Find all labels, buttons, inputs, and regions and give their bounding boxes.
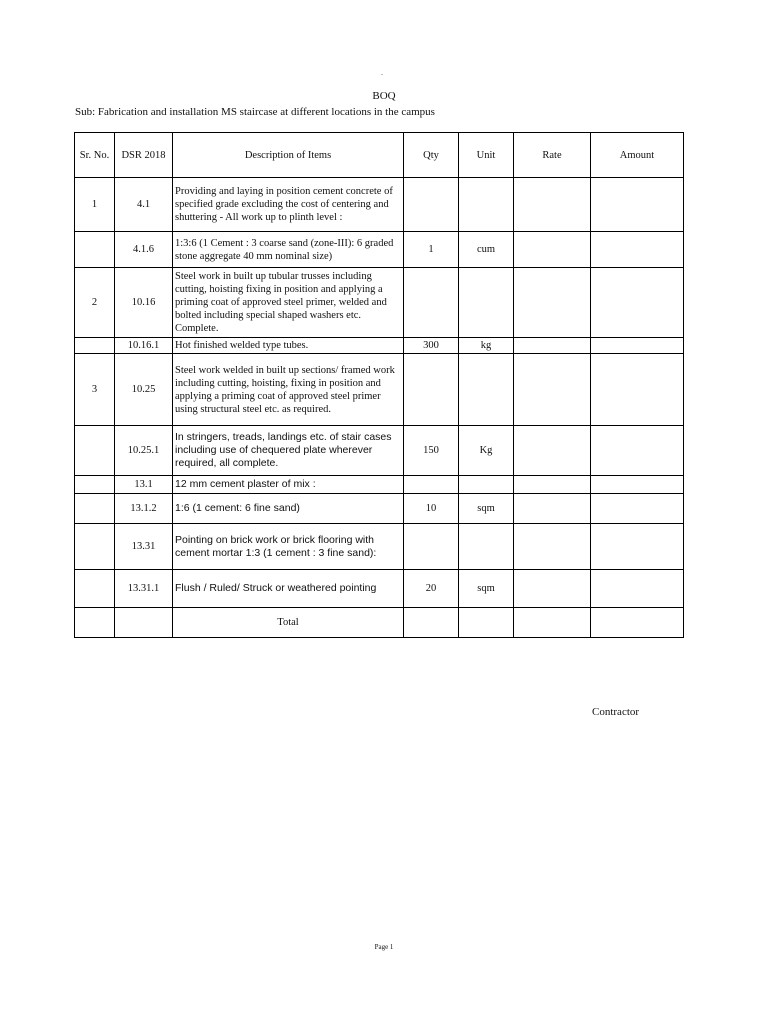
amount-cell (591, 476, 684, 494)
column-header-dsr: DSR 2018 (115, 133, 173, 178)
unit-cell (459, 178, 514, 232)
table-header-row (75, 133, 684, 178)
dsr-cell: 10.16.1 (115, 338, 173, 354)
dsr-cell: 13.1 (115, 476, 173, 494)
total-unit-cell (459, 608, 514, 638)
qty-cell: 1 (404, 232, 459, 268)
rate-cell (514, 178, 591, 232)
description-cell: 12 mm cement plaster of mix : (173, 476, 404, 494)
table-row (75, 426, 684, 476)
rate-cell (514, 232, 591, 268)
qty-cell (404, 268, 459, 338)
unit-cell (459, 476, 514, 494)
total-rate-cell (514, 608, 591, 638)
total-label: Total (173, 608, 404, 638)
unit-cell (459, 268, 514, 338)
total-row (75, 608, 684, 638)
rate-cell (514, 524, 591, 570)
description-cell: Flush / Ruled/ Struck or weathered pointing (173, 570, 404, 608)
dsr-cell: 4.1 (115, 178, 173, 232)
qty-cell (404, 476, 459, 494)
amount-cell (591, 178, 684, 232)
dsr-cell: 10.25.1 (115, 426, 173, 476)
amount-cell (591, 354, 684, 426)
sr-no-cell (75, 494, 115, 524)
description-cell: Pointing on brick work or brick flooring with cement mortar 1:3 (1 cement : 3 fine sand): (173, 524, 404, 570)
total-qty-cell (404, 608, 459, 638)
table-row (75, 268, 684, 338)
dsr-cell: 13.31.1 (115, 570, 173, 608)
table-row (75, 494, 684, 524)
amount-cell (591, 268, 684, 338)
unit-cell (459, 354, 514, 426)
description-cell: 1:3:6 (1 Cement : 3 coarse sand (zone-III): 6 graded stone aggregate 40 mm nominal size) (173, 232, 404, 268)
description-cell: Steel work welded in built up sections/ framed work including cutting, hoisting, fixing in position and applying a priming coat of approved steel primer using structural steel etc. as required. (173, 354, 404, 426)
sr-no-cell: 2 (75, 268, 115, 338)
unit-cell: sqm (459, 494, 514, 524)
unit-cell: sqm (459, 570, 514, 608)
amount-cell (591, 570, 684, 608)
dsr-cell: 4.1.6 (115, 232, 173, 268)
unit-cell: cum (459, 232, 514, 268)
description-cell: 1:6 (1 cement: 6 fine sand) (173, 494, 404, 524)
qty-cell (404, 178, 459, 232)
table-row (75, 524, 684, 570)
table-row (75, 178, 684, 232)
description-cell: In stringers, treads, landings etc. of stair cases including use of chequered plate wherever required, all complete. (173, 426, 404, 476)
description-cell: Steel work in built up tubular trusses including cutting, hoisting fixing in position and applying a priming coat of approved steel primer, welded and bolted including special shaped washers etc. Complete. (173, 268, 404, 338)
rate-cell (514, 494, 591, 524)
column-header-qty: Qty (404, 133, 459, 178)
sr-no-cell: 1 (75, 178, 115, 232)
amount-cell (591, 232, 684, 268)
sr-no-cell (75, 338, 115, 354)
qty-cell (404, 354, 459, 426)
dsr-cell: 13.1.2 (115, 494, 173, 524)
sr-no-cell (75, 570, 115, 608)
sr-no-cell: 3 (75, 354, 115, 426)
sr-no-cell (75, 476, 115, 494)
table-row (75, 570, 684, 608)
rate-cell (514, 268, 591, 338)
rate-cell (514, 476, 591, 494)
qty-cell (404, 524, 459, 570)
total-amount-cell (591, 608, 684, 638)
sr-no-cell (75, 232, 115, 268)
page-number: Page 1 (374, 943, 394, 951)
unit-cell: kg (459, 338, 514, 354)
qty-cell: 300 (404, 338, 459, 354)
amount-cell (591, 338, 684, 354)
total-dsr-cell (115, 608, 173, 638)
table-row (75, 476, 684, 494)
unit-cell: Kg (459, 426, 514, 476)
document-title: BOQ (372, 90, 396, 102)
column-header-unit: Unit (459, 133, 514, 178)
contractor-label: Contractor (592, 706, 640, 718)
sr-no-cell (75, 524, 115, 570)
dsr-cell: 10.16 (115, 268, 173, 338)
amount-cell (591, 426, 684, 476)
qty-cell: 150 (404, 426, 459, 476)
column-header-description: Description of Items (173, 133, 404, 178)
table-row (75, 354, 684, 426)
rate-cell (514, 354, 591, 426)
column-header-amount: Amount (591, 133, 684, 178)
column-header-sr-no: Sr. No. (75, 133, 115, 178)
column-header-rate: Rate (514, 133, 591, 178)
boq-table (74, 132, 684, 638)
dsr-cell: 13.31 (115, 524, 173, 570)
qty-cell: 10 (404, 494, 459, 524)
total-sr-cell (75, 608, 115, 638)
amount-cell (591, 494, 684, 524)
header-dot: . (381, 68, 383, 77)
document-subject: Sub: Fabrication and installation MS staircase at different locations in the campus (75, 106, 435, 118)
rate-cell (514, 570, 591, 608)
unit-cell (459, 524, 514, 570)
rate-cell (514, 338, 591, 354)
sr-no-cell (75, 426, 115, 476)
description-cell: Hot finished welded type tubes. (173, 338, 404, 354)
rate-cell (514, 426, 591, 476)
description-cell: Providing and laying in position cement concrete of specified grade excluding the cost of centering and shuttering - All work up to plinth level : (173, 178, 404, 232)
qty-cell: 20 (404, 570, 459, 608)
amount-cell (591, 524, 684, 570)
table-row (75, 232, 684, 268)
table-row (75, 338, 684, 354)
dsr-cell: 10.25 (115, 354, 173, 426)
